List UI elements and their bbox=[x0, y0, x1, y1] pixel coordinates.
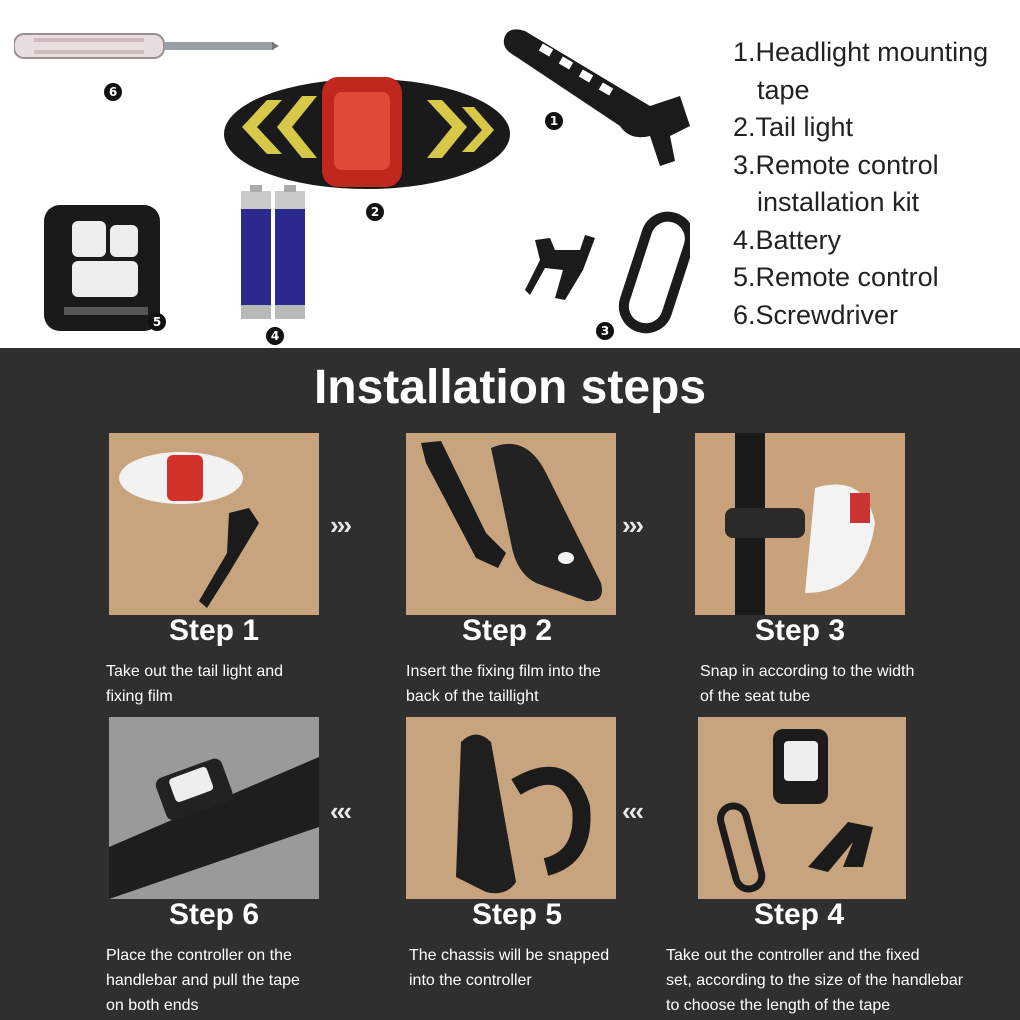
step-3-label: Step 3 bbox=[754, 614, 846, 647]
installation-title: Installation steps bbox=[313, 361, 707, 414]
parts-list bbox=[733, 34, 988, 334]
tail-light-image bbox=[222, 72, 512, 197]
components-panel bbox=[0, 0, 1020, 348]
step-6-description: Place the controller on the handlebar and pull the tape on both ends bbox=[106, 947, 300, 1014]
part-item: 2.Tail light bbox=[733, 112, 854, 142]
badge-6: 6 bbox=[104, 83, 122, 101]
step-6-label: Step 6 bbox=[168, 898, 260, 931]
part-item: 4.Battery bbox=[733, 224, 842, 255]
badge-2: 2 bbox=[366, 203, 384, 221]
step-3-description: Snap in according to the width of the seat tube bbox=[700, 663, 915, 705]
badge-5: 5 bbox=[148, 313, 166, 331]
badge-1: 1 bbox=[545, 112, 563, 130]
step-1-label: Step 1 bbox=[168, 614, 260, 647]
arrow-right-2: ››› bbox=[622, 510, 642, 540]
step-4-photo bbox=[698, 717, 906, 899]
arrow-right-1: ››› bbox=[330, 510, 350, 540]
step-5-description: The chassis will be snapped into the controller bbox=[409, 947, 610, 989]
part-item: 6.Screwdriver bbox=[733, 299, 899, 330]
step-6-photo bbox=[109, 717, 319, 899]
battery-image bbox=[238, 183, 308, 321]
step-2-label: Step 2 bbox=[461, 614, 553, 647]
remote-installation-kit-image bbox=[525, 210, 690, 335]
badge-4: 4 bbox=[266, 327, 284, 345]
step-1-description: Take out the tail light and fixing film bbox=[106, 663, 284, 705]
step-3-photo bbox=[695, 433, 905, 615]
step-5-photo bbox=[406, 717, 616, 899]
step-4-label: Step 4 bbox=[753, 898, 845, 931]
screwdriver-image bbox=[14, 28, 279, 66]
part-item: 3.Remote control installation kit bbox=[733, 149, 939, 217]
arrow-left-2: ‹‹‹ bbox=[622, 796, 642, 826]
remote-control-image bbox=[42, 203, 162, 333]
mounting-tape-image bbox=[500, 26, 695, 171]
part-item: 5.Remote control bbox=[733, 262, 939, 292]
step-2-description: Insert the fixing film into the back of the taillight bbox=[406, 663, 601, 705]
step-1-photo bbox=[109, 433, 319, 615]
part-item: 1.Headlight mounting tape bbox=[733, 37, 989, 105]
step-2-photo bbox=[406, 433, 616, 615]
badge-3: 3 bbox=[596, 322, 614, 340]
step-5-label: Step 5 bbox=[471, 898, 563, 931]
step-4-description: Take out the controller and the fixed set, according to the size of the handlebar to choose the length of the tape bbox=[666, 947, 964, 1014]
arrow-left-1: ‹‹‹ bbox=[330, 796, 350, 826]
